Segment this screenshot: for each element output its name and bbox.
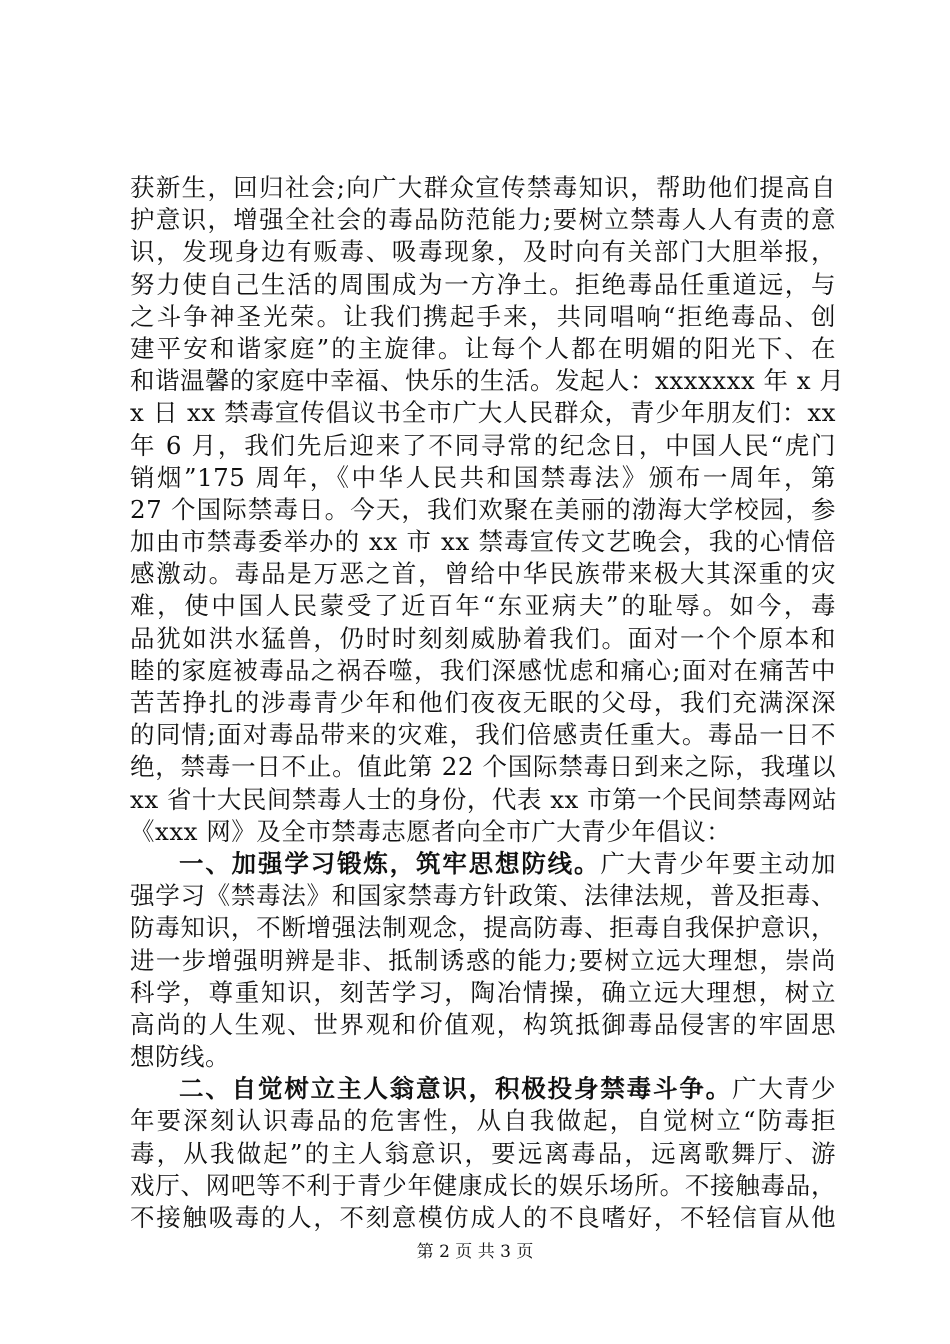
body-line: 建平安和谐家庭”的主旋律。让每个人都在明媚的阳光下、在 [130,333,836,363]
body-line: 护意识，增强全社会的毒品防范能力;要树立禁毒人人有责的意 [130,205,836,235]
body-line: 进一步增强明辨是非、抵制诱惑的能力;要树立远大理想，崇尚 [130,945,836,975]
body-line: 销烟”175 周年，《中华人民共和国禁毒法》颁布一周年，第 [130,462,836,492]
body-line: 加由市禁毒委举办的 xx 市 xx 禁毒宣传文艺晚会，我的心情倍 [130,527,836,557]
body-line: 睦的家庭被毒品之祸吞噬，我们深感忧虑和痛心;面对在痛苦中 [130,655,836,685]
section-1-heading: 一、加强学习锻炼，筑牢思想防线。 [179,848,601,878]
body-line: 27 个国际禁毒日。今天，我们欢聚在美丽的渤海大学校园，参 [130,494,836,524]
body-line: 获新生，回归社会;向广大群众宣传禁毒知识，帮助他们提高自 [130,173,836,202]
body-line: xx 省十大民间禁毒人士的身份，代表 xx 市第一个民间禁毒网站 [130,784,838,814]
body-line: 毒，从我做起”的主人翁意识，要远离毒品，远离歌舞厅、游 [130,1138,836,1168]
body-line: 戏厅、网吧等不利于青少年健康成长的娱乐场所。不接触毒品， [130,1170,836,1200]
section-2-heading: 二、自觉树立主人翁意识，积极投身禁毒斗争。 [179,1074,732,1104]
page-footer: 第 2 页 共 3 页 [416,1242,534,1262]
body-line: 强学习《禁毒法》和国家禁毒方针政策、法律法规，普及拒毒、 [130,881,836,911]
body-line: 努力使自己生活的周围成为一方净土。拒绝毒品任重道远，与 [130,269,836,299]
body-line: 《xxx 网》及全市禁毒志愿者向全市广大青少年倡议： [130,816,732,846]
section-2-lead-text: 广大青少 [732,1074,836,1104]
body-line: 的同情;面对毒品带来的灾难，我们倍感责任重大。毒品一日不 [130,720,836,750]
body-line: 品犹如洪水猛兽，仍时时刻刻威胁着我们。面对一个个原本和 [130,623,836,653]
body-line: 科学，尊重知识，刻苦学习，陶冶情操，确立远大理想，树立 [130,977,836,1007]
body-line: 绝，禁毒一日不止。值此第 22 个国际禁毒日到来之际，我瑾以 [130,752,836,782]
section-2-first-line [130,1073,836,1105]
body-line: 想防线。 [130,1042,230,1072]
body-line: 之斗争神圣光荣。让我们携起手来，共同唱响“拒绝毒品、创 [130,301,836,331]
body-line: 难，使中国人民蒙受了近百年“东亚病夫”的耻辱。如今，毒 [130,591,836,621]
body-line: 感激动。毒品是万恶之首，曾给中华民族带来极大其深重的灾 [130,559,836,589]
body-line: 高尚的人生观、世界观和价值观，构筑抵御毒品侵害的牢固思 [130,1009,836,1039]
body-line: 和谐温馨的家庭中幸福、快乐的生活。发起人：xxxxxxx 年 x 月 [130,366,845,396]
body-line: 防毒知识，不断增强法制观念，提高防毒、拒毒自我保护意识， [130,913,836,943]
section-1-lead-text: 广大青少年要主动加 [600,848,837,878]
body-line: 年 6 月，我们先后迎来了不同寻常的纪念日，中国人民“虎门 [130,430,836,460]
section-1-first-line [130,848,836,880]
body-line: 年要深刻认识毒品的危害性，从自我做起，自觉树立“防毒拒 [130,1106,836,1136]
body-line: 苦苦挣扎的涉毒青少年和他们夜夜无眠的父母，我们充满深深 [130,688,836,717]
body-line: 不接触吸毒的人，不刻意模仿成人的不良嗜好，不轻信盲从他 [130,1203,836,1232]
document-body [130,172,845,1234]
body-line: 识，发现身边有贩毒、吸毒现象，及时向有关部门大胆举报， [130,237,836,267]
body-line: x 日 xx 禁毒宣传倡议书全市广大人民群众，青少年朋友们：xx [130,398,836,428]
